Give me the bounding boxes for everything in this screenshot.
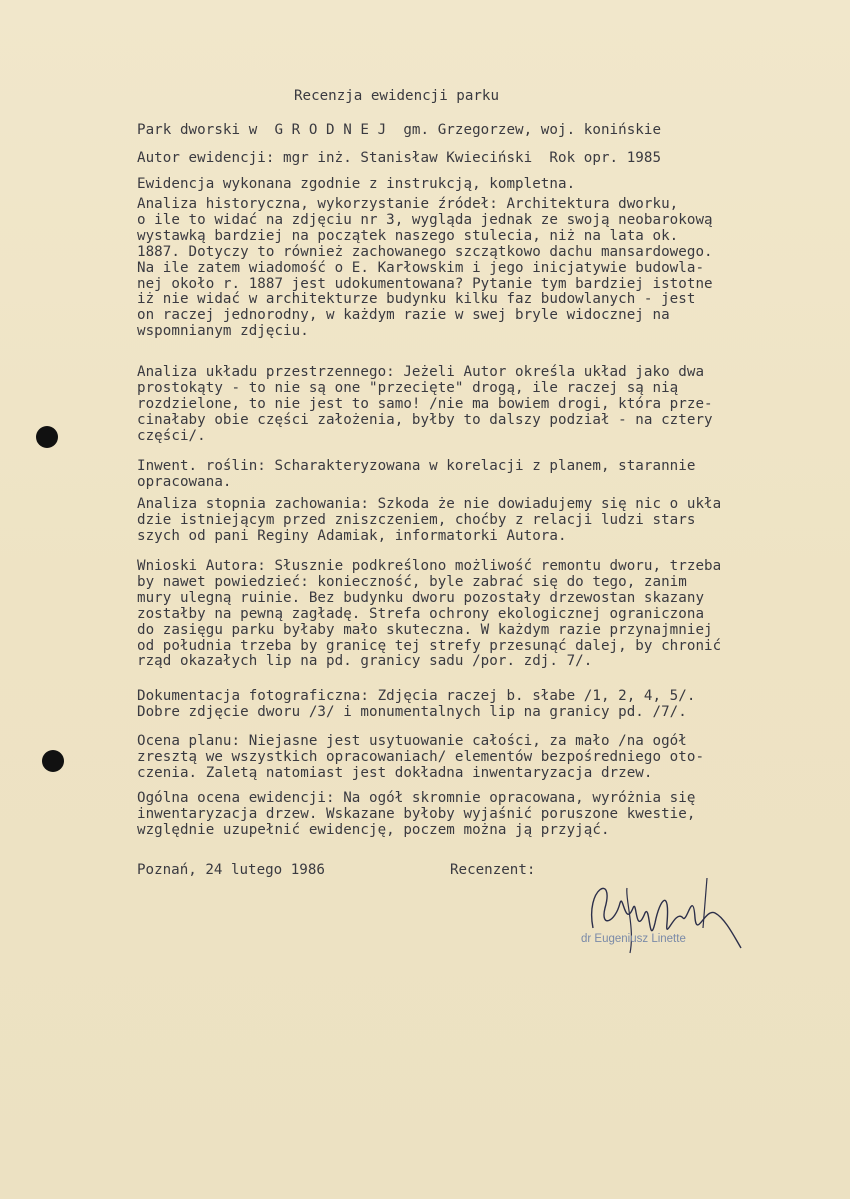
header-line: Ewidencja wykonana zgodnie z instrukcją, kompletna. [137, 176, 576, 192]
header-line: Autor ewidencji: mgr inż. Stanisław Kwieciński Rok opr. 1985 [137, 150, 662, 166]
paragraph-line: Na ile zatem wiadomość o E. Karłowskim i jego inicjatywie budowla- [137, 259, 705, 276]
paragraph-line: by nawet powiedzieć: konieczność, byle zabrać się do tego, zanim [137, 573, 687, 590]
paragraph-line: Analiza historyczna, wykorzystanie źródeł: Architektura dworku, [137, 196, 679, 212]
paragraph-line: nej około r. 1887 jest udokumentowana? Pytanie tym bardziej istotne [137, 275, 713, 292]
handwritten-signature [575, 868, 745, 968]
paragraph-line: zresztą we wszystkich opracowaniach/ elementów bezpośredniego oto- [137, 748, 705, 765]
paragraph-line: wystawką bardziej na początek naszego stulecia, niż na lata ok. [137, 227, 679, 244]
paragraph-line: Inwent. roślin: Scharakteryzowana w korelacji z planem, starannie [137, 458, 696, 474]
paragraph-line: względnie uzupełnić ewidencję, poczem można ją przyjąć. [137, 821, 610, 838]
paragraph-line: rząd okazałych lip na pd. granicy sadu /por. zdj. 7/. [137, 653, 593, 670]
paragraph-line: Analiza stopnia zachowania: Szkoda że nie dowiadujemy się nic o ukła [137, 496, 722, 512]
paragraph-line: części/. [137, 427, 206, 444]
reviewer-label: Recenzent: [450, 862, 536, 878]
paragraph-line: do zasięgu parku byłaby mało skuteczna. W każdym razie przynajmniej [137, 621, 713, 638]
place-date: Poznań, 24 lutego 1986 [137, 862, 325, 878]
paragraph-line: prostokąty - to nie są one "przecięte" drogą, ile raczej są nią [137, 379, 679, 396]
reviewer-stamp: dr Eugeniusz Linette [581, 933, 686, 945]
paragraph-line: szych od pani Reginy Adamiak, informatorki Autora. [137, 527, 567, 544]
paragraph-line: inwentaryzacja drzew. Wskazane byłoby wyjaśnić poruszone kwestie, [137, 805, 696, 822]
punch-hole-bottom [42, 750, 64, 772]
paragraph-line: Dokumentacja fotograficzna: Zdjęcia raczej b. słabe /1, 2, 4, 5/. [137, 688, 696, 704]
paragraph-line: Wnioski Autora: Słusznie podkreślono możliwość remontu dworu, trzeba [137, 558, 722, 574]
paragraph-line: on raczej jednorodny, w każdym razie w swej bryle widocznej na [137, 307, 670, 324]
paragraph-line: wspomnianym zdjęciu. [137, 323, 309, 340]
paragraph-line: 1887. Dotyczy to również zachowanego szczątkowo dachu mansardowego. [137, 243, 713, 260]
header-line: Park dworski w G R O D N E J gm. Grzegorzew, woj. konińskie [137, 122, 662, 138]
paragraph-line: cinałaby obie części założenia, byłby to dalszy podział - na cztery [137, 411, 713, 428]
punch-hole-top [36, 426, 58, 448]
paragraph-line: Dobre zdjęcie dworu /3/ i monumentalnych lip na granicy pd. /7/. [137, 703, 687, 720]
paragraph-line: Ocena planu: Niejasne jest usytuowanie całości, za mało /na ogół [137, 733, 687, 749]
paragraph-line: czenia. Zaletą natomiast jest dokładna inwentaryzacja drzew. [137, 764, 653, 781]
document-title: Recenzja ewidencji parku [294, 88, 499, 104]
paragraph-line: zostałby na pewną zagładę. Strefa ochrony ekologicznej ograniczona [137, 605, 705, 622]
paragraph-line: mury ulegną ruinie. Bez budynku dworu pozostały drzewostan skazany [137, 589, 705, 606]
paragraph-line: Analiza układu przestrzennego: Jeżeli Autor określa układ jako dwa [137, 364, 705, 380]
paragraph-line: o ile to widać na zdjęciu nr 3, wygląda jednak ze swoją neobarokową [137, 211, 713, 228]
paragraph-line: opracowana. [137, 473, 232, 490]
paragraph-line: Ogólna ocena ewidencji: Na ogół skromnie opracowana, wyróżnia się [137, 790, 696, 806]
paragraph-line: iż nie widać w architekturze budynku kilku faz budowlanych - jest [137, 291, 696, 308]
paragraph-line: od południa trzeba by granicę tej strefy przesunąć dalej, by chronić [137, 637, 722, 654]
paragraph-line: rozdzielone, to nie jest to samo! /nie ma bowiem drogi, która prze- [137, 395, 713, 412]
paragraph-line: dzie istniejącym przed zniszczeniem, choćby z relacji ludzi stars [137, 511, 696, 528]
